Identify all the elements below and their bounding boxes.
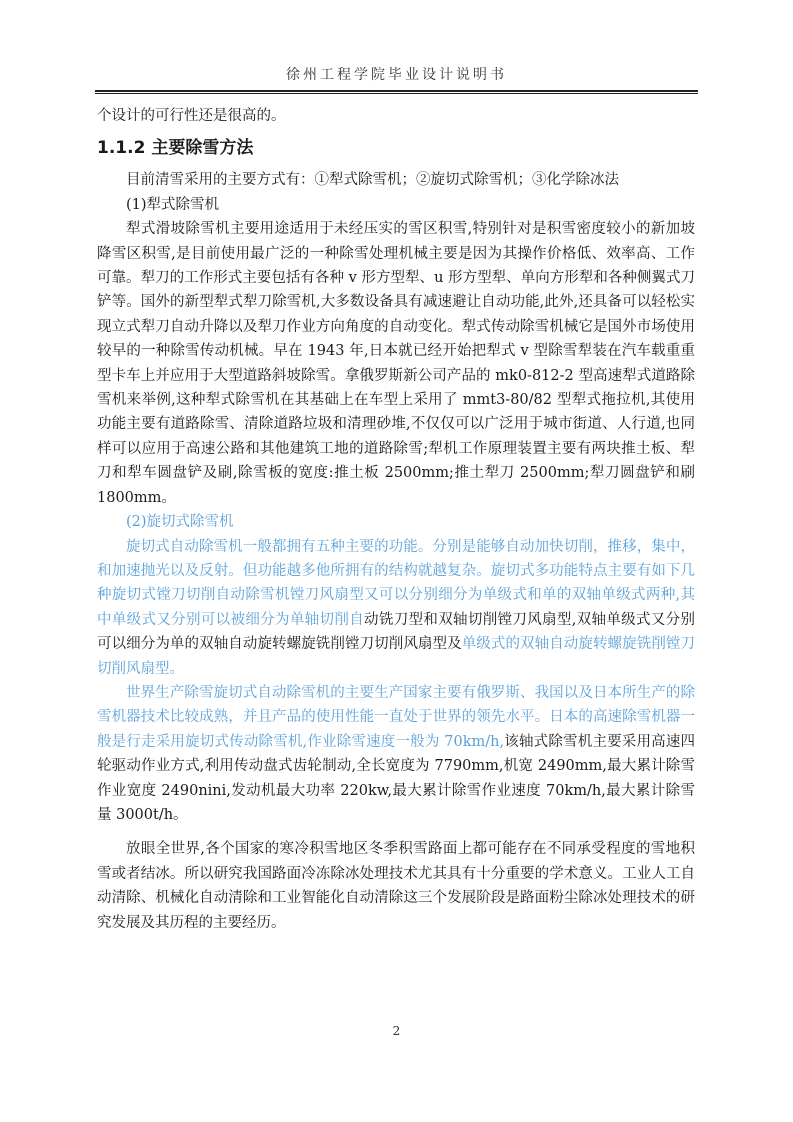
subsection-1-paragraph: 犁式滑坡除雪机主要用途适用于未经压实的雪区积雪,特别针对是积雪密度较小的新加坡降雪区积雪,是目前使用最广泛的一种除雪处理机械主要是因为其操作价格低、效率高、工作可靠。犁刀的工作形式主要包括有各种 v 形方型犁、u 形方型犁、单向方形犁和各种侧翼式刀铲等。国外的新型犁式犁刀除雪机,大多数设备具有减速避让自动功能,此外,还具备可以轻松实现立式犁刀自动升降以及犁刀作业方向角度的自动变化。犁式传动除雪机械它是国外市场使用较早的一种除雪传动机械。早在 1943 年,日本就已经开始把犁式 v 型除雪犁装在汽车载重重型卡车上并应用于大型道路斜坡除雪。拿俄罗斯新公司产品的 mk0-812-2 型高速犁式道路除雪机来举例,这种犁式除雪机在其基础上在车型上采用了 mmt3-80/82 型犁式拖拉机,其使用功能主要有道路除雪、清除道路垃圾和清理砂堆,不仅仅可以广泛用于城市街道、人行道,也同样可以应用于高速公路和其他建筑工地的道路除雪;犁机工作原理装置主要有两块推土板、犁刀和犁车圆盘铲及刷,除雪板的宽度:推土板 2500mm;推土犁刀 2500mm;犁刀圆盘铲和刷 1800mm。 [97,221,695,506]
subsection-1-title: (1)犁式除雪机 [126,196,220,213]
header-rule-thin [95,93,698,94]
paragraph-4: 放眼全世界,各个国家的寒冷积雪地区冬季积雪路面上都可能存在不同承受程度的雪地积雪或者结冰。所以研究我国路面冷冻除冰处理技术尤其具有十分重要的学术意义。工业人工自动清除、机械化自动清除和工业智能化自动清除这三个发展阶段是路面粉尘除冰处理技术的研究发展及其历程的主要经历。 [97,841,695,931]
paragraph-gap [97,827,695,837]
highlighted-text-end: 单级式的双轴自动旋转螺旋铣削镗刀切削风扇型。 [97,636,695,677]
document-body [97,104,695,935]
subsection-2-paragraph [97,535,695,681]
highlighted-text: 旋切式自动除雪机一般都拥有五种主要的功能。分别是能够自动加快切削，推移，集中，和加速抛光以及反射。但功能越多他所拥有的结构就越复杂。旋切式多功能特点主要有如下几种旋切式镗刀切削自动除雪机镗刀风扇型又可以分别细分为单级式和单的双轴单级式两种,其中单级式又分别可以被细分为单轴切削自 [97,538,695,628]
plain-text: 动铣刀型和双轴切削镗刀风扇型,双轴单级式又分别可以细分为单的双轴自动旋转螺旋铣削镗刀切削风扇型及 [97,611,696,653]
section-heading: 1.1.2 主要除雪方法 [97,138,254,159]
page-number: 2 [392,1024,401,1038]
highlighted-text: 世界生产除雪旋切式自动除雪机的主要生产国家主要有俄罗斯、我国以及日本所生产的除雪机器技术比较成熟，并且产品的使用性能一直处于世界的领先水平。日本的高速除雪机器一般是行走采用旋切式传动除雪机,作业除雪速度一般为 70km/h, [97,684,695,750]
continued-text: 个设计的可行性还是很高的。 [97,108,286,124]
header-title: 徐州工程学院毕业设计说明书 [286,67,507,83]
subsection-2-title: (2)旋切式除雪机 [126,514,234,531]
header-rule [95,90,698,92]
paragraph-3 [97,681,695,827]
plain-text: 该轴式除雪机主要采用高速四轮驱动作业方式,利用传动盘式齿轮制动,全长宽度为 7790mm,机宽 2490mm,最大累计除雪作业宽度 2490nini,发动机最大功率 220kw,最大累计除雪作业速度 70km/h,最大累计除雪量 3000t/h。 [97,733,696,823]
intro-paragraph: 目前清雪采用的主要方式有：①犁式除雪机；②旋切式除雪机；③化学除冰法 [126,172,619,189]
